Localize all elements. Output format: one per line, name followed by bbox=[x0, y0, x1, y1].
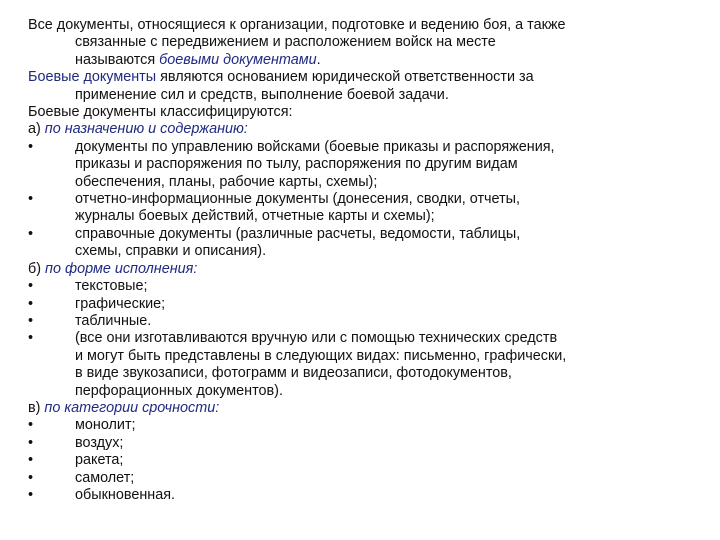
section-title: по назначению и содержанию: bbox=[40, 121, 248, 138]
paragraph-definition bbox=[28, 17, 706, 69]
list-item-text: документы по управлению войсками (боевые приказы и распоряжения, bbox=[75, 138, 555, 155]
list-item-text: воздух; bbox=[75, 434, 124, 451]
list-item bbox=[28, 348, 706, 365]
bullet-icon: • bbox=[28, 138, 34, 155]
paragraph-line: применение сил и средств, выполнение боевой задачи. bbox=[75, 86, 449, 103]
list-item-text: табличные. bbox=[75, 312, 152, 329]
text-segment: являются основанием юридической ответственности за bbox=[156, 69, 534, 86]
list-item bbox=[28, 174, 706, 191]
text-segment: . bbox=[316, 51, 321, 68]
list-item-text: и могут быть представлены в следующих видах: письменно, графически, bbox=[75, 347, 567, 364]
bullet-spacer bbox=[28, 208, 75, 225]
list-item-text: текстовые; bbox=[75, 278, 148, 295]
bullet-spacer bbox=[28, 243, 75, 260]
bullet-icon: • bbox=[28, 191, 34, 208]
highlight-term: Боевые документы bbox=[28, 69, 157, 86]
bullet-spacer bbox=[28, 383, 75, 400]
bullet-icon: • bbox=[28, 417, 34, 434]
section-b bbox=[28, 261, 706, 400]
section-c bbox=[28, 400, 706, 504]
bullet-spacer bbox=[28, 365, 75, 382]
paragraph-classification: Боевые документы классифицируются: bbox=[28, 104, 293, 121]
list-item bbox=[28, 470, 706, 487]
bullet-list bbox=[28, 417, 706, 504]
section-heading bbox=[28, 261, 706, 278]
list-item bbox=[28, 208, 706, 225]
bullet-icon: • bbox=[28, 312, 34, 329]
bullet-spacer bbox=[28, 156, 75, 173]
list-item-text: графические; bbox=[75, 295, 166, 312]
list-item-text: перфорационных документов). bbox=[75, 382, 283, 399]
list-item bbox=[28, 191, 706, 208]
bullet-icon: • bbox=[28, 330, 34, 347]
list-item-text: самолет; bbox=[75, 469, 135, 486]
section-title: по форме исполнения: bbox=[41, 260, 198, 277]
section-heading bbox=[28, 121, 706, 138]
paragraph-line bbox=[28, 69, 706, 86]
section-letter: б) bbox=[28, 260, 42, 277]
bullet-icon: • bbox=[28, 486, 34, 503]
list-item bbox=[28, 417, 706, 434]
bullet-icon: • bbox=[28, 452, 34, 469]
list-item-text: (все они изготавливаются вручную или с помощью технических средств bbox=[75, 330, 558, 347]
bullet-spacer bbox=[28, 174, 75, 191]
list-item-text: приказы и распоряжения по тылу, распоряжения по другим видам bbox=[75, 156, 518, 173]
list-item-text: отчетно-информационные документы (донесения, сводки, отчеты, bbox=[75, 191, 520, 208]
list-item-text: монолит; bbox=[75, 417, 136, 434]
list-item-text: справочные документы (различные расчеты, ведомости, таблицы, bbox=[75, 225, 521, 242]
list-item bbox=[28, 296, 706, 313]
bullet-icon: • bbox=[28, 434, 34, 451]
list-item-text: обеспечения, планы, рабочие карты, схемы); bbox=[75, 173, 378, 190]
bullet-list bbox=[28, 139, 706, 261]
list-item bbox=[28, 365, 706, 382]
list-item-text: обыкновенная. bbox=[75, 486, 176, 503]
list-item bbox=[28, 243, 706, 260]
section-letter: в) bbox=[28, 399, 41, 416]
list-item bbox=[28, 330, 706, 347]
list-item bbox=[28, 383, 706, 400]
section-letter: а) bbox=[28, 121, 41, 138]
bullet-list bbox=[28, 278, 706, 400]
paragraph-line: связанные с передвижением и расположением войск на месте bbox=[75, 34, 496, 51]
bullet-icon: • bbox=[28, 225, 34, 242]
list-item-text: в виде звукозаписи, фотограмм и видеозаписи, фотодокументов, bbox=[75, 365, 512, 382]
section-a bbox=[28, 121, 706, 260]
bullet-icon: • bbox=[28, 295, 34, 312]
list-item-text: ракета; bbox=[75, 452, 124, 469]
list-item bbox=[28, 452, 706, 469]
bullet-icon: • bbox=[28, 278, 34, 295]
list-item bbox=[28, 156, 706, 173]
bullet-icon: • bbox=[28, 469, 34, 486]
section-heading bbox=[28, 400, 706, 417]
paragraph-line: Все документы, относящиеся к организации, подготовке и ведению боя, а также bbox=[28, 17, 566, 33]
bullet-spacer bbox=[28, 348, 75, 365]
list-item bbox=[28, 435, 706, 452]
section-title: по категории срочности: bbox=[40, 399, 220, 416]
list-item-text: журналы боевых действий, отчетные карты и схемы); bbox=[75, 208, 435, 225]
list-item bbox=[28, 139, 706, 156]
list-item-text: схемы, справки и описания). bbox=[75, 243, 267, 260]
list-item bbox=[28, 313, 706, 330]
list-item bbox=[28, 487, 706, 504]
paragraph-responsibility bbox=[28, 69, 706, 104]
text-segment: называются bbox=[75, 51, 160, 68]
emphasis-term: боевыми документами bbox=[159, 51, 317, 68]
list-item bbox=[28, 226, 706, 243]
list-item bbox=[28, 278, 706, 295]
paragraph-line bbox=[28, 52, 706, 69]
